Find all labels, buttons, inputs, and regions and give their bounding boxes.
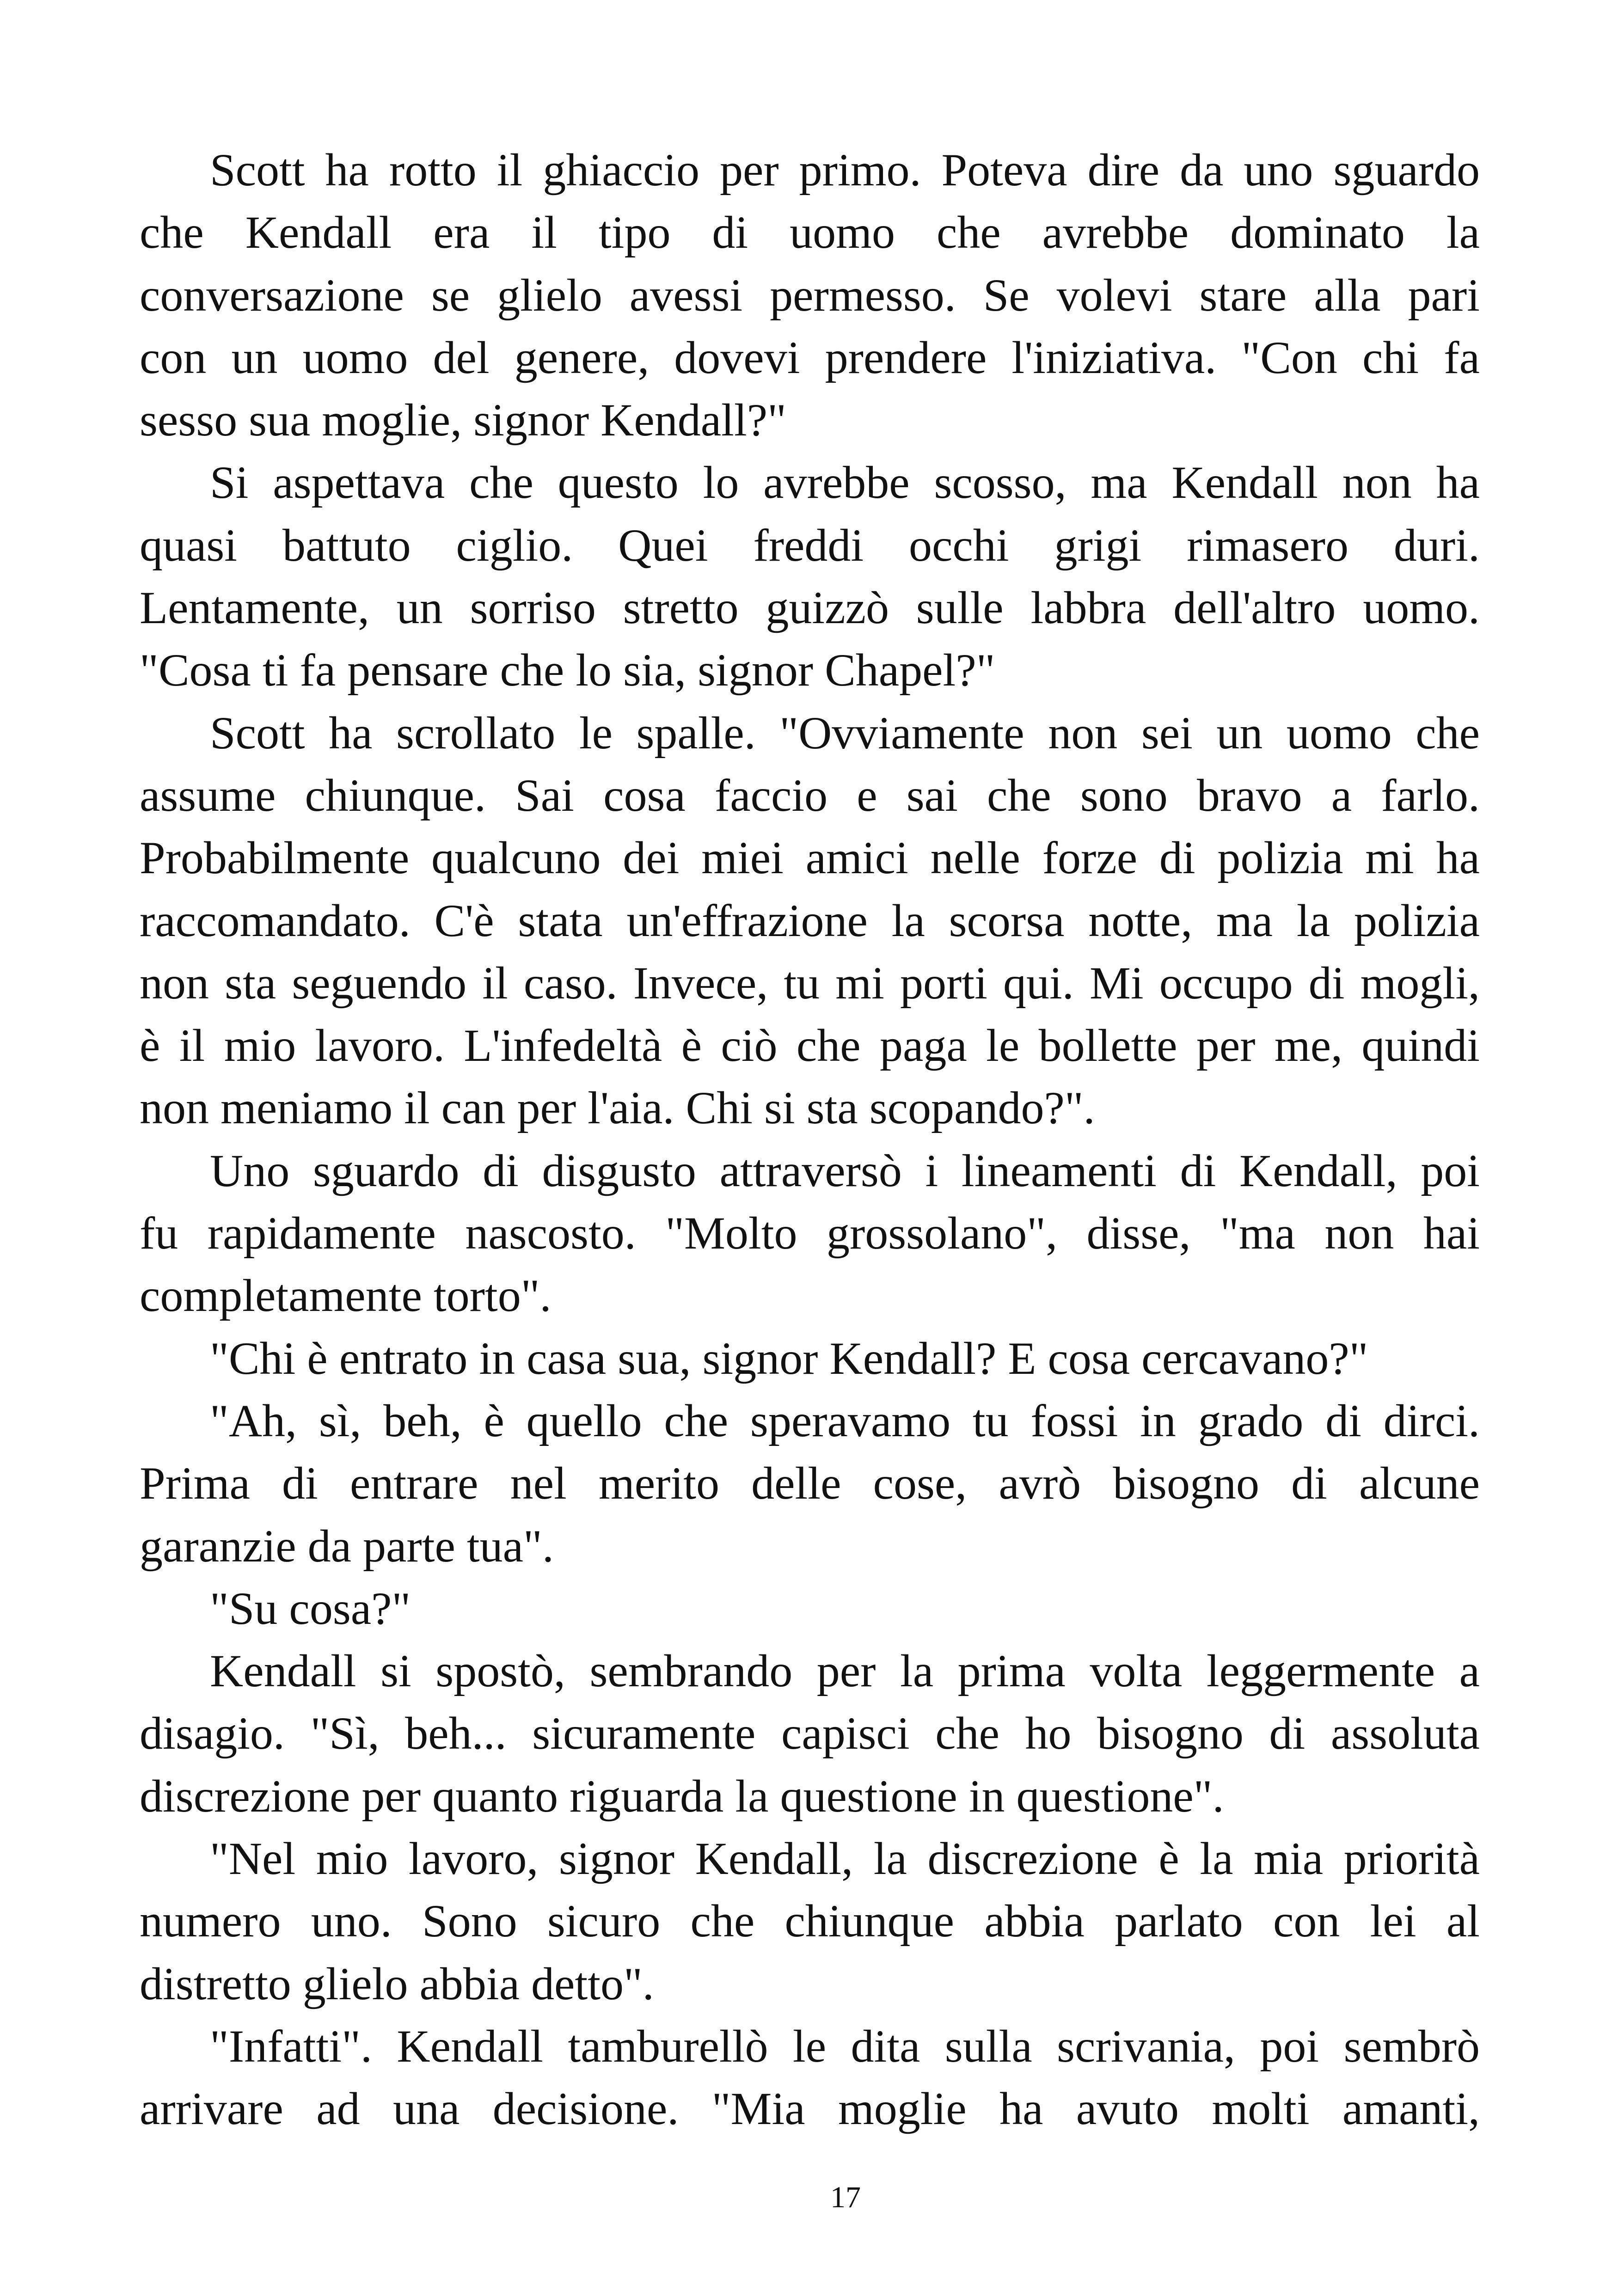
text-line: quasi battuto ciglio. Quei freddi occhi grigi rimasero duri. xyxy=(140,519,1480,571)
text-line: garanzie da parte tua". xyxy=(140,1520,554,1572)
text-line: distretto glielo abbia detto". xyxy=(140,1958,654,2009)
paragraph xyxy=(140,451,1480,701)
paragraph xyxy=(140,1139,1480,1327)
text-line: Scott ha scrollato le spalle. "Ovviamente non sei un uomo che xyxy=(210,707,1480,759)
paragraph xyxy=(140,1327,1480,1390)
body-text xyxy=(140,139,1480,2140)
text-line: "Ah, sì, beh, è quello che speravamo tu fossi in grado di dirci. xyxy=(210,1395,1480,1446)
text-line: "Su cosa?" xyxy=(210,1582,411,1634)
text-line: numero uno. Sono sicuro che chiunque abbia parlato con lei al xyxy=(140,1895,1480,1947)
text-line: assume chiunque. Sai cosa faccio e sai che sono bravo a farlo. xyxy=(140,769,1480,821)
text-line: non meniamo il can per l'aia. Chi si sta scopando?". xyxy=(140,1082,1095,1134)
page-number: 17 xyxy=(830,2180,861,2214)
text-line: Si aspettava che questo lo avrebbe scosso, ma Kendall non ha xyxy=(210,457,1480,508)
text-line: Uno sguardo di disgusto attraversò i lineamenti di Kendall, poi xyxy=(210,1145,1480,1196)
paragraph xyxy=(140,1390,1480,1577)
text-line: "Infatti". Kendall tamburellò le dita sulla scrivania, poi sembrò xyxy=(210,2020,1480,2072)
text-line: con un uomo del genere, dovevi prendere l'iniziativa. "Con chi fa xyxy=(140,331,1480,383)
paragraph xyxy=(140,1640,1480,1827)
text-line: Probabilmente qualcuno dei miei amici nelle forze di polizia mi ha xyxy=(140,832,1480,884)
text-line: "Chi è entrato in casa sua, signor Kendall? E cosa cercavano?" xyxy=(210,1332,1368,1384)
text-line: che Kendall era il tipo di uomo che avrebbe dominato la xyxy=(140,207,1480,258)
paragraph xyxy=(140,1827,1480,2015)
paragraph xyxy=(140,2015,1480,2140)
paragraph xyxy=(140,702,1480,1139)
text-line: è il mio lavoro. L'infedeltà è ciò che paga le bollette per me, quindi xyxy=(140,1020,1480,1071)
text-line: Scott ha rotto il ghiaccio per primo. Poteva dire da uno sguardo xyxy=(210,144,1480,196)
text-line: disagio. "Sì, beh... sicuramente capisci che ho bisogno di assoluta xyxy=(140,1708,1480,1759)
text-line: "Cosa ti fa pensare che lo sia, signor Chapel?" xyxy=(140,644,995,696)
text-line: arrivare ad una decisione. "Mia moglie ha avuto molti amanti, xyxy=(140,2083,1480,2135)
text-line: Lentamente, un sorriso stretto guizzò sulle labbra dell'altro uomo. xyxy=(140,582,1480,634)
text-line: Kendall si spostò, sembrando per la prima volta leggermente a xyxy=(210,1645,1480,1697)
text-line: fu rapidamente nascosto. "Molto grossolano", disse, "ma non hai xyxy=(140,1207,1480,1259)
text-line: "Nel mio lavoro, signor Kendall, la discrezione è la mia priorità xyxy=(210,1833,1480,1885)
text-line: raccomandato. C'è stata un'effrazione la scorsa notte, ma la polizia xyxy=(140,894,1480,946)
text-line: discrezione per quanto riguarda la questione in questione". xyxy=(140,1770,1224,1822)
paragraph xyxy=(140,139,1480,451)
text-line: Prima di entrare nel merito delle cose, avrò bisogno di alcune xyxy=(140,1457,1480,1509)
text-line: conversazione se glielo avessi permesso. Se volevi stare alla pari xyxy=(140,269,1480,321)
paragraph xyxy=(140,1577,1480,1640)
text-line: completamente torto". xyxy=(140,1270,552,1322)
text-line: sesso sua moglie, signor Kendall?" xyxy=(140,394,786,446)
text-line: non sta seguendo il caso. Invece, tu mi porti qui. Mi occupo di mogli, xyxy=(140,957,1480,1009)
